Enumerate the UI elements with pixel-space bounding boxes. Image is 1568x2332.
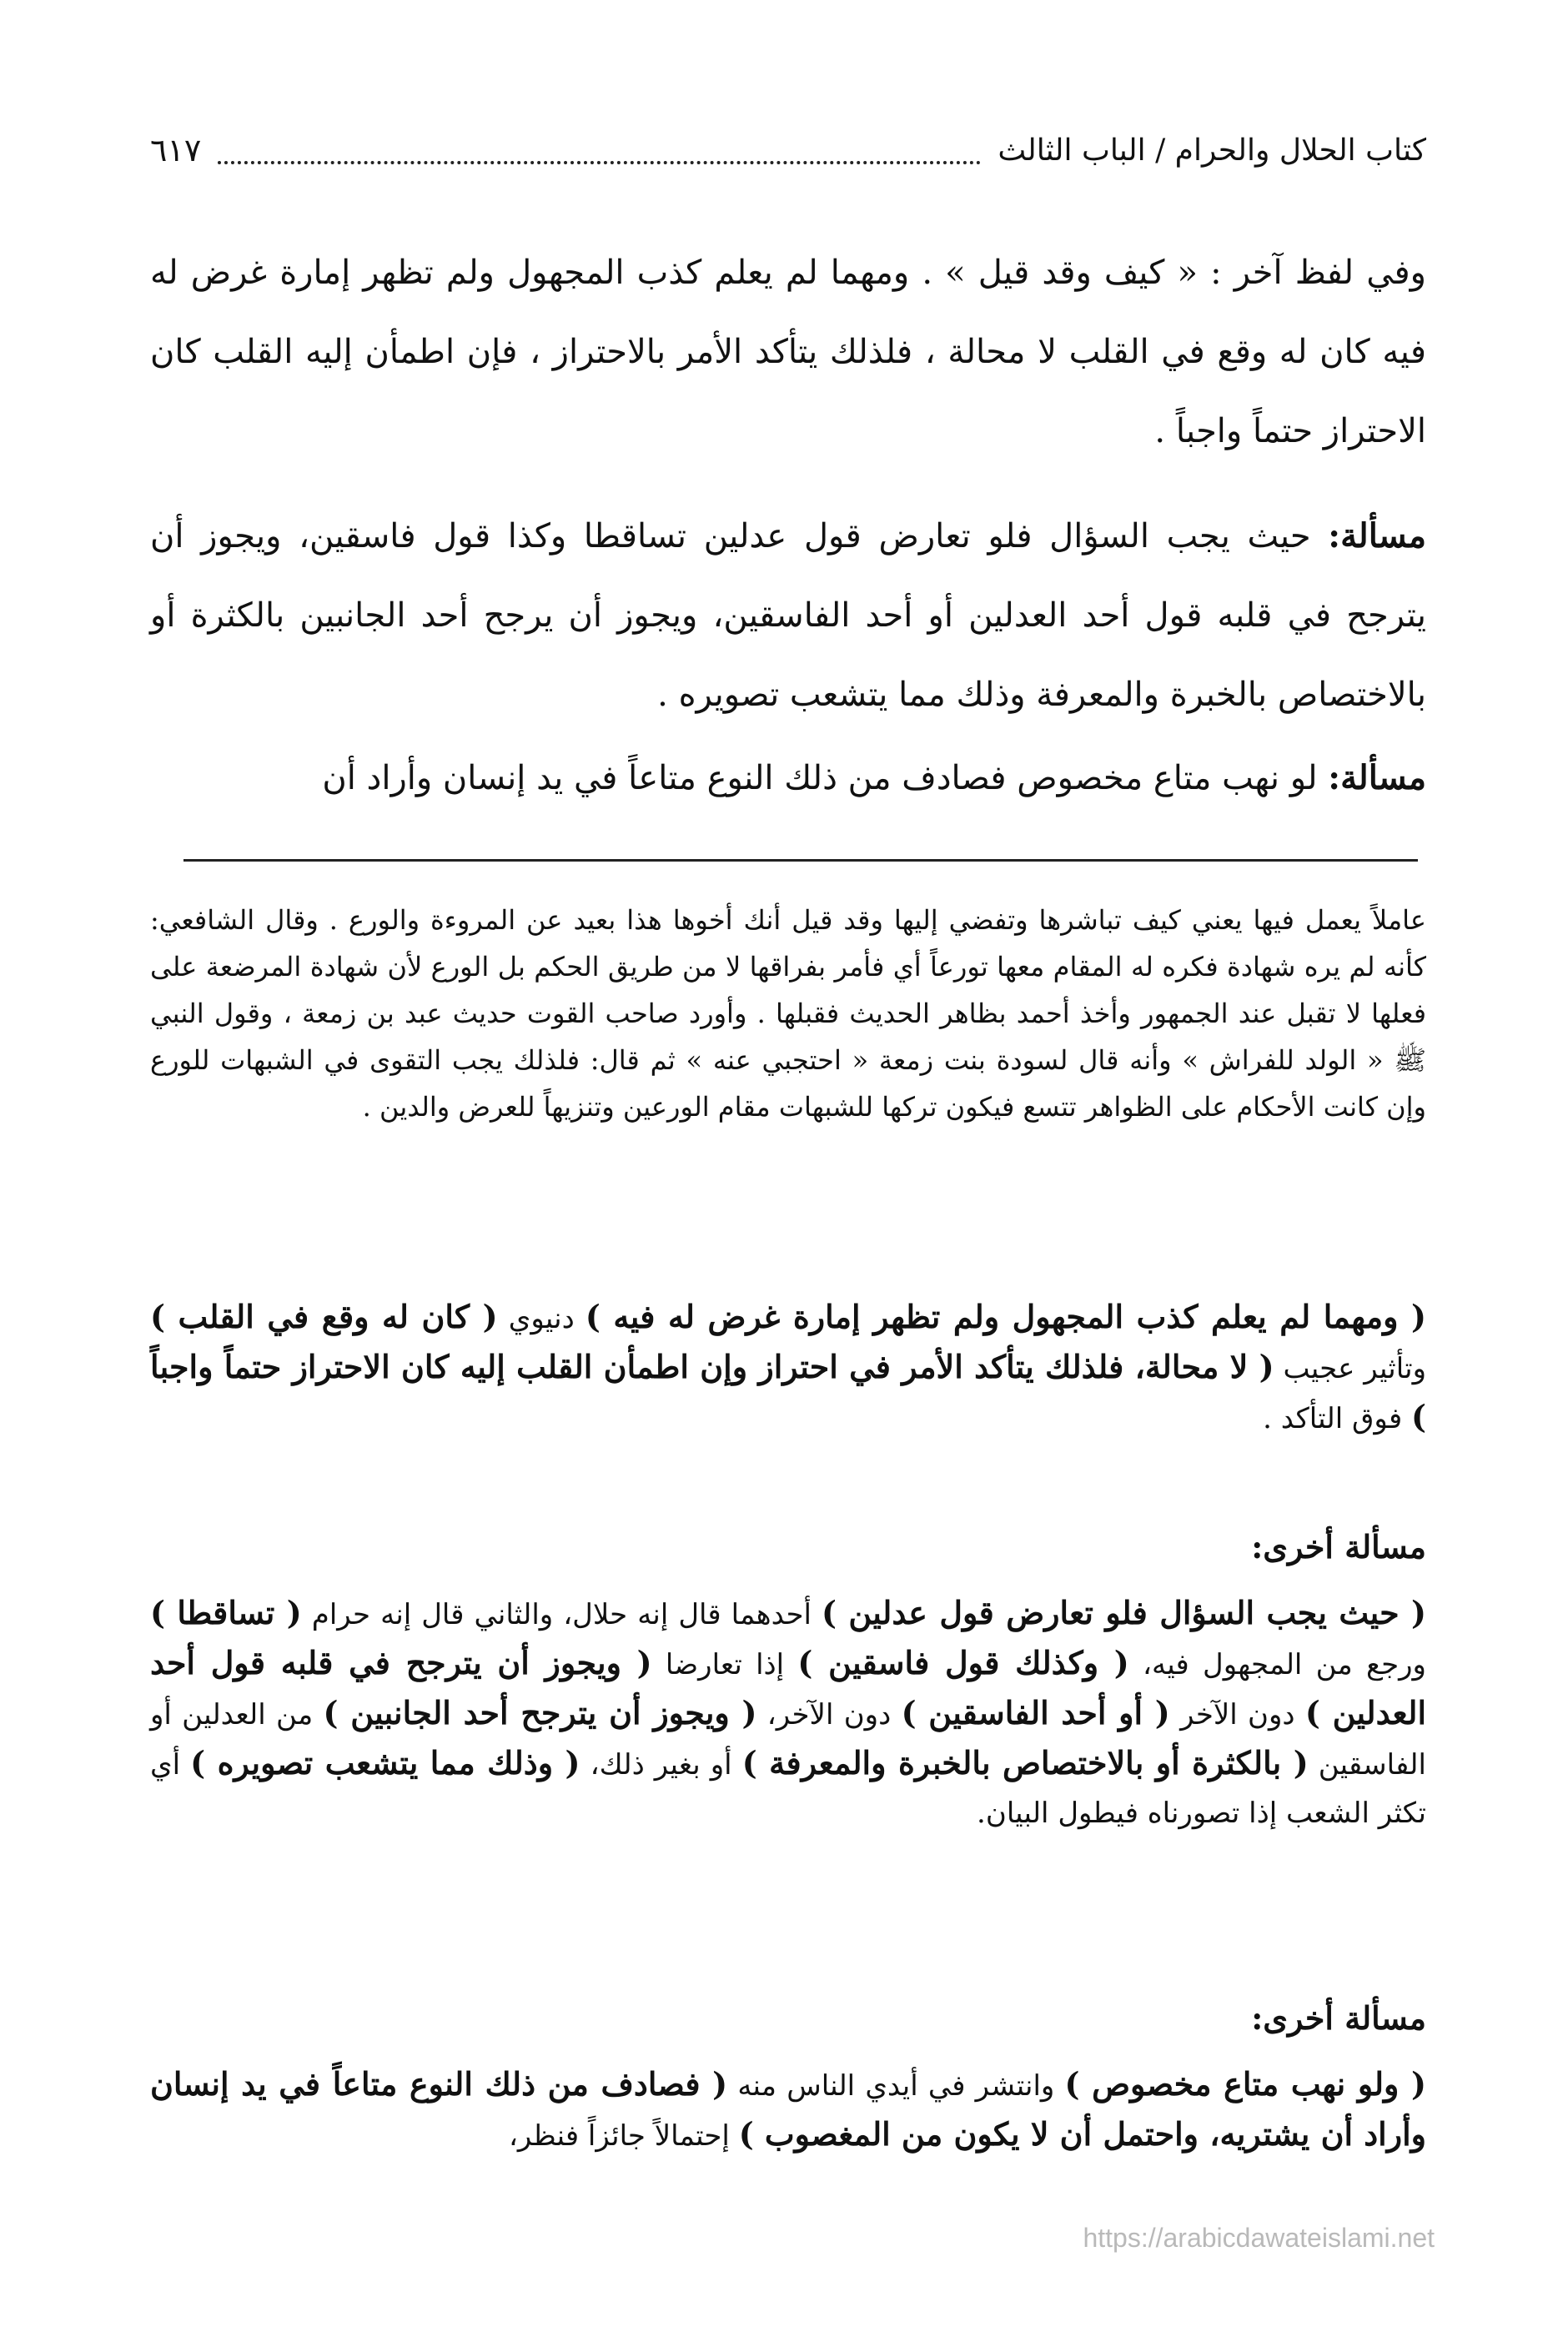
quoted-matn-text: ( فصادف من ذلك النوع متاعاً في يد إنسان وأراد أن يشتريه، واحتمل أن لا يكون من المغصوب ) (150, 2065, 1426, 2153)
main-paragraph-2-text: حيث يجب السؤال فلو تعارض قول عدلين تساقطا وكذا قول فاسقين، ويجوز أن يترجح في قلبه قول أحد العدلين أو أحد الفاسقين، ويجوز أن يرجح أحد الجانبين بالكثرة أو بالاختصاص بالخبرة والمعرفة وذلك مما يتشعب تصويره . (150, 517, 1426, 714)
commentary-paragraph-3 (150, 2060, 1426, 2160)
sharh-text: دنيوي (497, 1302, 585, 1335)
page-number: ٦١٧ (150, 132, 202, 168)
commentary-paragraph-2 (150, 1589, 1426, 1837)
quoted-matn-text: ( لا محالة، فلذلك يتأكد الأمر في احتراز وإن اطمأن القلب إليه كان الاحتراز حتماً واجباً ) (150, 1348, 1426, 1435)
sharh-text: دون الآخر (1169, 1698, 1305, 1731)
quoted-matn-text: ( ومهما لم يعلم كذب المجهول ولم تظهر إمارة غرض له فيه ) (585, 1298, 1426, 1335)
sharh-text: أي تكثر الشعب إذا تصورناه فيطول البيان. (150, 1748, 1426, 1830)
quoted-matn-text: ( أو أحد الفاسقين ) (901, 1694, 1170, 1731)
sharh-text: من العدلين أو الفاسقين (150, 1698, 1426, 1782)
quoted-matn-text: ( وذلك مما يتشعب تصويره ) (190, 1744, 580, 1782)
sharh-text: إذا تعارضا (651, 1648, 798, 1681)
quoted-matn-text: ( ويجوز أن يترجح في قلبه قول أحد العدلين ) (150, 1644, 1426, 1731)
header-dot-leader (218, 136, 981, 164)
section-heading-2: مسألة أخرى: (1251, 1999, 1426, 2037)
sharh-text: فوق التأكد . (1263, 1402, 1412, 1435)
footnote-divider (183, 859, 1418, 862)
sharh-text: ورجع من المجهول فيه، (1128, 1648, 1426, 1681)
commentary-paragraph-1 (150, 1293, 1426, 1443)
quoted-matn-text: ( حيث يجب السؤال فلو تعارض قول عدلين ) (821, 1594, 1427, 1631)
quoted-matn-text: ( ولو نهب متاع مخصوص ) (1064, 2065, 1426, 2103)
mas-ala-label: مسألة: (1328, 758, 1426, 797)
page-header (150, 121, 1426, 179)
main-paragraph-3-text: لو نهب متاع مخصوص فصادف من ذلك النوع متاعاً في يد إنسان وأراد أن (322, 759, 1329, 797)
quoted-matn-text: ( ويجوز أن يترجح أحد الجانبين ) (323, 1694, 757, 1731)
main-paragraph-1: وفي لفظ آخر : « كيف وقد قيل » . ومهما لم يعلم كذب المجهول ولم تظهر إمارة غرض له فيه كان له وقع في القلب لا محالة ، فلذلك يتأكد الأمر بالاحتراز ، فإن اطمأن إليه القلب كان الاحتراز حتماً واجباً . (150, 254, 1426, 450)
footnote: عاملاً يعمل فيها يعني كيف تباشرها وتفضي إليها وقد قيل أنك أخوها هذا بعيد عن المروءة والورع . وقال الشافعي: كأنه لم يره شهادة فكره له المقام معها تورعاً أي فأمر بفراقها لا من طريق الحكم بل الورع لأن شهادة المرضعة على فعلها لا تقبل عند الجمهور وأخذ أحمد بظاهر الحديث فقبلها . وأورد صاحب القوت حديث عبد بن زمعة ، وقول النبي ﷺ « الولد للفراش » وأنه قال لسودة بنت زمعة « احتجبي عنه » ثم قال: فلذلك يجب التقوى في الشبهات للورع وإن كانت الأحكام على الظواهر تتسع فيكون تركها للشبهات مقام الورعين وتنزيهاً للعرض والدين . (150, 904, 1427, 1123)
sharh-text: أحدهما قال إنه حلال، والثاني قال إنه حرام (301, 1598, 822, 1631)
sharh-text: وانتشر في أيدي الناس منه (727, 2069, 1065, 2103)
sharh-text: إحتمالاً جائزاً فنظر، (508, 2119, 739, 2153)
quoted-matn-text: ( بالكثرة أو بالاختصاص بالخبرة والمعرفة ) (741, 1744, 1309, 1782)
watermark-url: https://arabicdawateislami.net (1083, 2223, 1435, 2253)
quoted-matn-text: ( وكذلك قول فاسقين ) (797, 1644, 1129, 1681)
quoted-matn-text: ( تساقطا ) (150, 1594, 302, 1631)
main-paragraph-2 (150, 496, 1426, 735)
running-title: كتاب الحلال والحرام / الباب الثالث (998, 133, 1426, 168)
section-heading-1: مسألة أخرى: (1251, 1528, 1426, 1566)
mas-ala-label: مسألة: (1328, 516, 1426, 555)
sharh-text: أو بغير ذلك، (580, 1748, 742, 1782)
main-paragraph-3 (150, 738, 1426, 818)
quoted-matn-text: ( كان له وقع في القلب ) (150, 1298, 498, 1335)
sharh-text: وتأثير عجيب (1274, 1352, 1427, 1385)
sharh-text: دون الآخر، (756, 1698, 902, 1731)
